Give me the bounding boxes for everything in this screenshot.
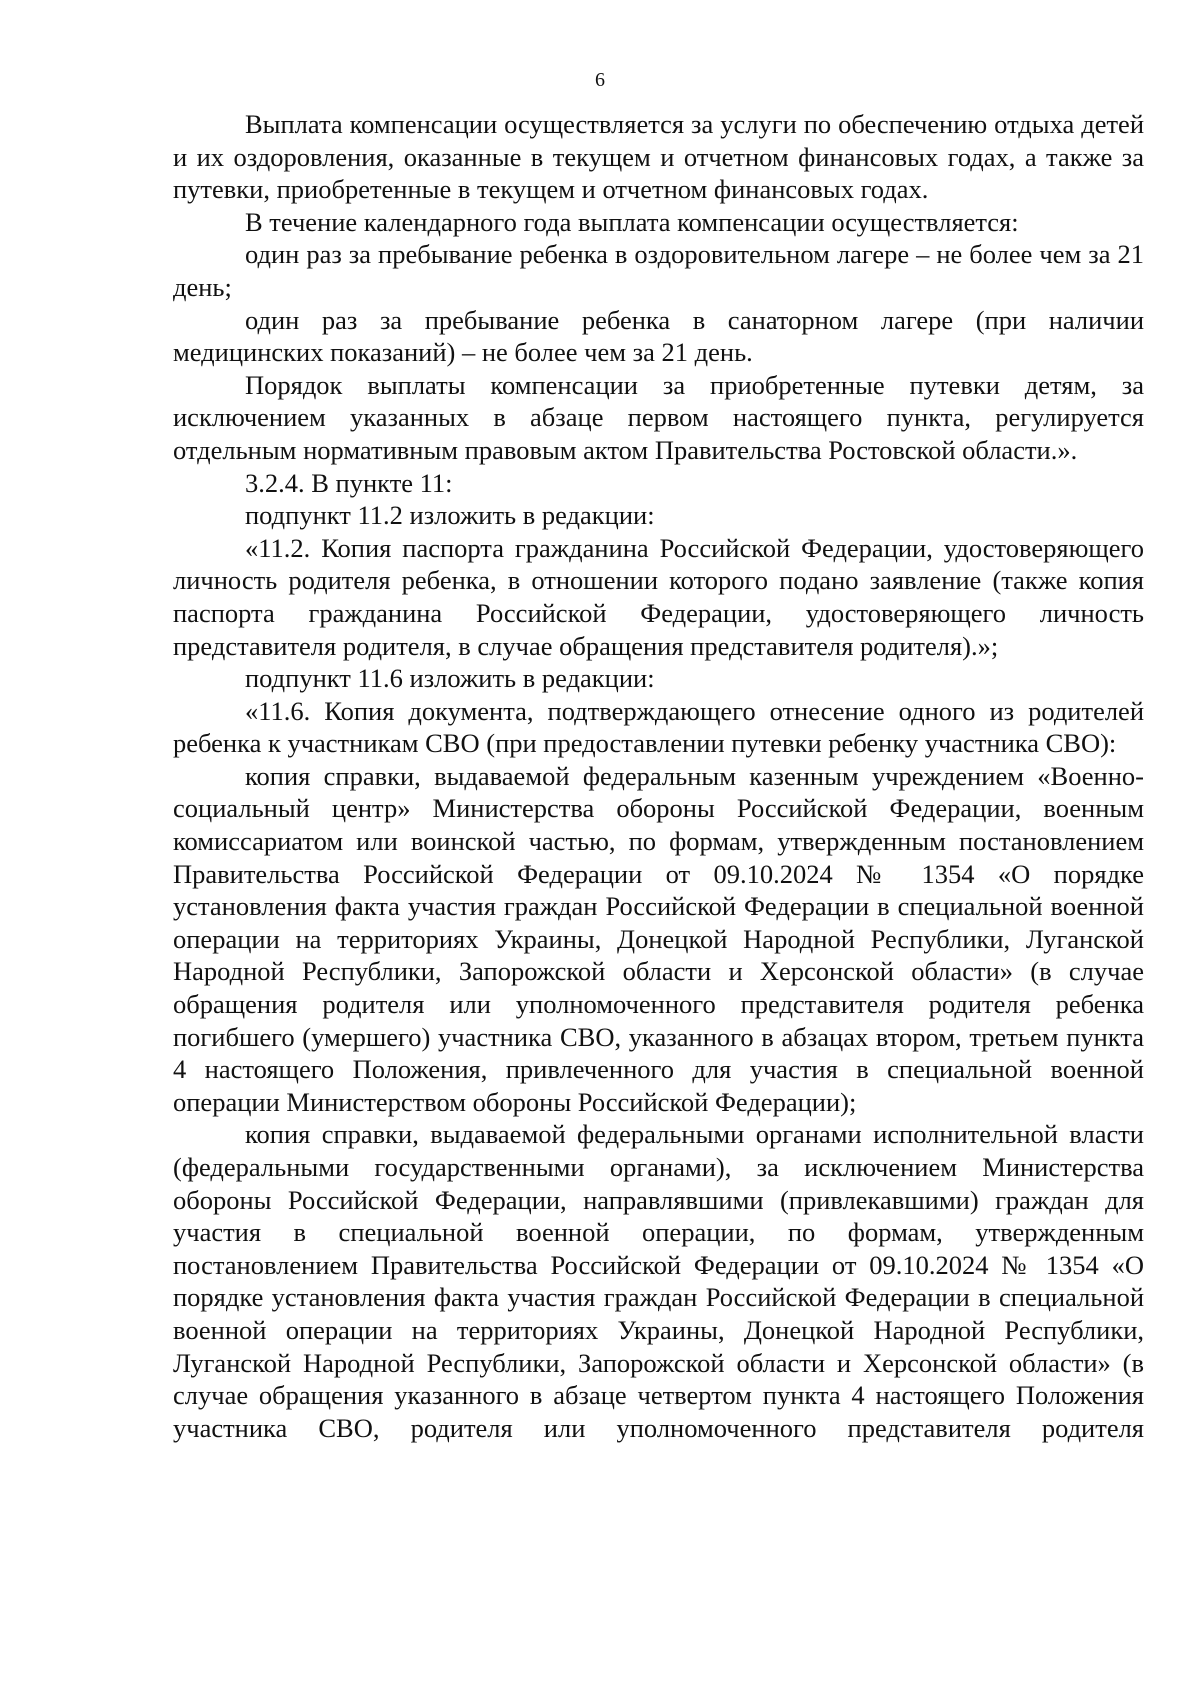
paragraph-calendar-year: В течение календарного года выплата компенсации осуществляется:: [245, 206, 1019, 237]
paragraph-subclause-11-2-intro: подпункт 11.2 изложить в редакции:: [245, 500, 655, 531]
paragraph-health-camp: один раз за пребывание ребенка в оздоровительном лагере – не более чем за 21 день;: [173, 239, 1144, 302]
page-number: 6: [595, 69, 605, 91]
paragraph-sanatorium-camp: один раз за пребывание ребенка в санаторном лагере (при наличии медицинских показаний) – не более чем за 21 день.: [173, 304, 1144, 368]
document-body: [173, 108, 1144, 1444]
paragraph-compensation-payment: Выплата компенсации осуществляется за услуги по обеспечению отдыха детей и их оздоровления, оказанные в текущем и отчетном финансовых годах, а также за путевки, приобретенные в текущем и отчетном финансовых годах.: [173, 109, 1144, 205]
paragraph-certificate-military-center: копия справки, выдаваемой федеральным казенным учреждением «Военно-социальный центр» Министерства обороны Российской Федерации, военным комиссариатом или воинской частью, по формам, утвержденным постановлением Правительства Российской Федерации от 09.10.2024 № 1354 «О порядке установления факта участия граждан Российской Федерации в специальной военной операции на территориях Украины, Донецкой Народной Республики, Луганской Народной Республики, Запорожской области и Херсонской области» (в случае обращения родителя или уполномоченного представителя родителя ребенка погибшего (умершего) участника СВО, указанного в абзацах втором, третьем пункта 4 настоящего Положения, привлеченного для участия в специальной военной операции Министерством обороны Российской Федерации);: [173, 760, 1144, 1117]
paragraph-payment-order: Порядок выплаты компенсации за приобретенные путевки детям, за исключением указанных в абзаце первом настоящего пункта, регулируется отдельным нормативным правовым актом Правительства Ростовской области.».: [173, 369, 1144, 465]
paragraph-subclause-11-6-intro: подпункт 11.6 изложить в редакции:: [245, 663, 655, 694]
paragraph-subclause-11-6: «11.6. Копия документа, подтверждающего отнесение одного из родителей ребенка к участникам СВО (при предоставлении путевки ребенку участника СВО):: [173, 695, 1144, 759]
paragraph-clause-3-2-4: 3.2.4. В пункте 11:: [245, 467, 453, 498]
paragraph-subclause-11-2: «11.2. Копия паспорта гражданина Российской Федерации, удостоверяющего личность родителя ребенка, в отношении которого подано заявление (также копия паспорта гражданина Российской Федерации, удостоверяющего личность представителя родителя, в случае обращения представителя родителя).»;: [173, 532, 1144, 661]
paragraph-certificate-federal-bodies: копия справки, выдаваемой федеральными органами исполнительной власти (федеральными государственными органами), за исключением Министерства обороны Российской Федерации, направлявшими (привлекавшими) граждан для участия в специальной военной операции, по формам, утвержденным постановлением Правительства Российской Федерации от 09.10.2024 № 1354 «О порядке установления факта участия граждан Российской Федерации в специальной военной операции на территориях Украины, Донецкой Народной Республики, Луганской Народной Республики, Запорожской области и Херсонской области» (в случае обращения указанного в абзаце четвертом пункта 4 настоящего Положения участника СВО, родителя или уполномоченного представителя родителя: [173, 1119, 1144, 1443]
